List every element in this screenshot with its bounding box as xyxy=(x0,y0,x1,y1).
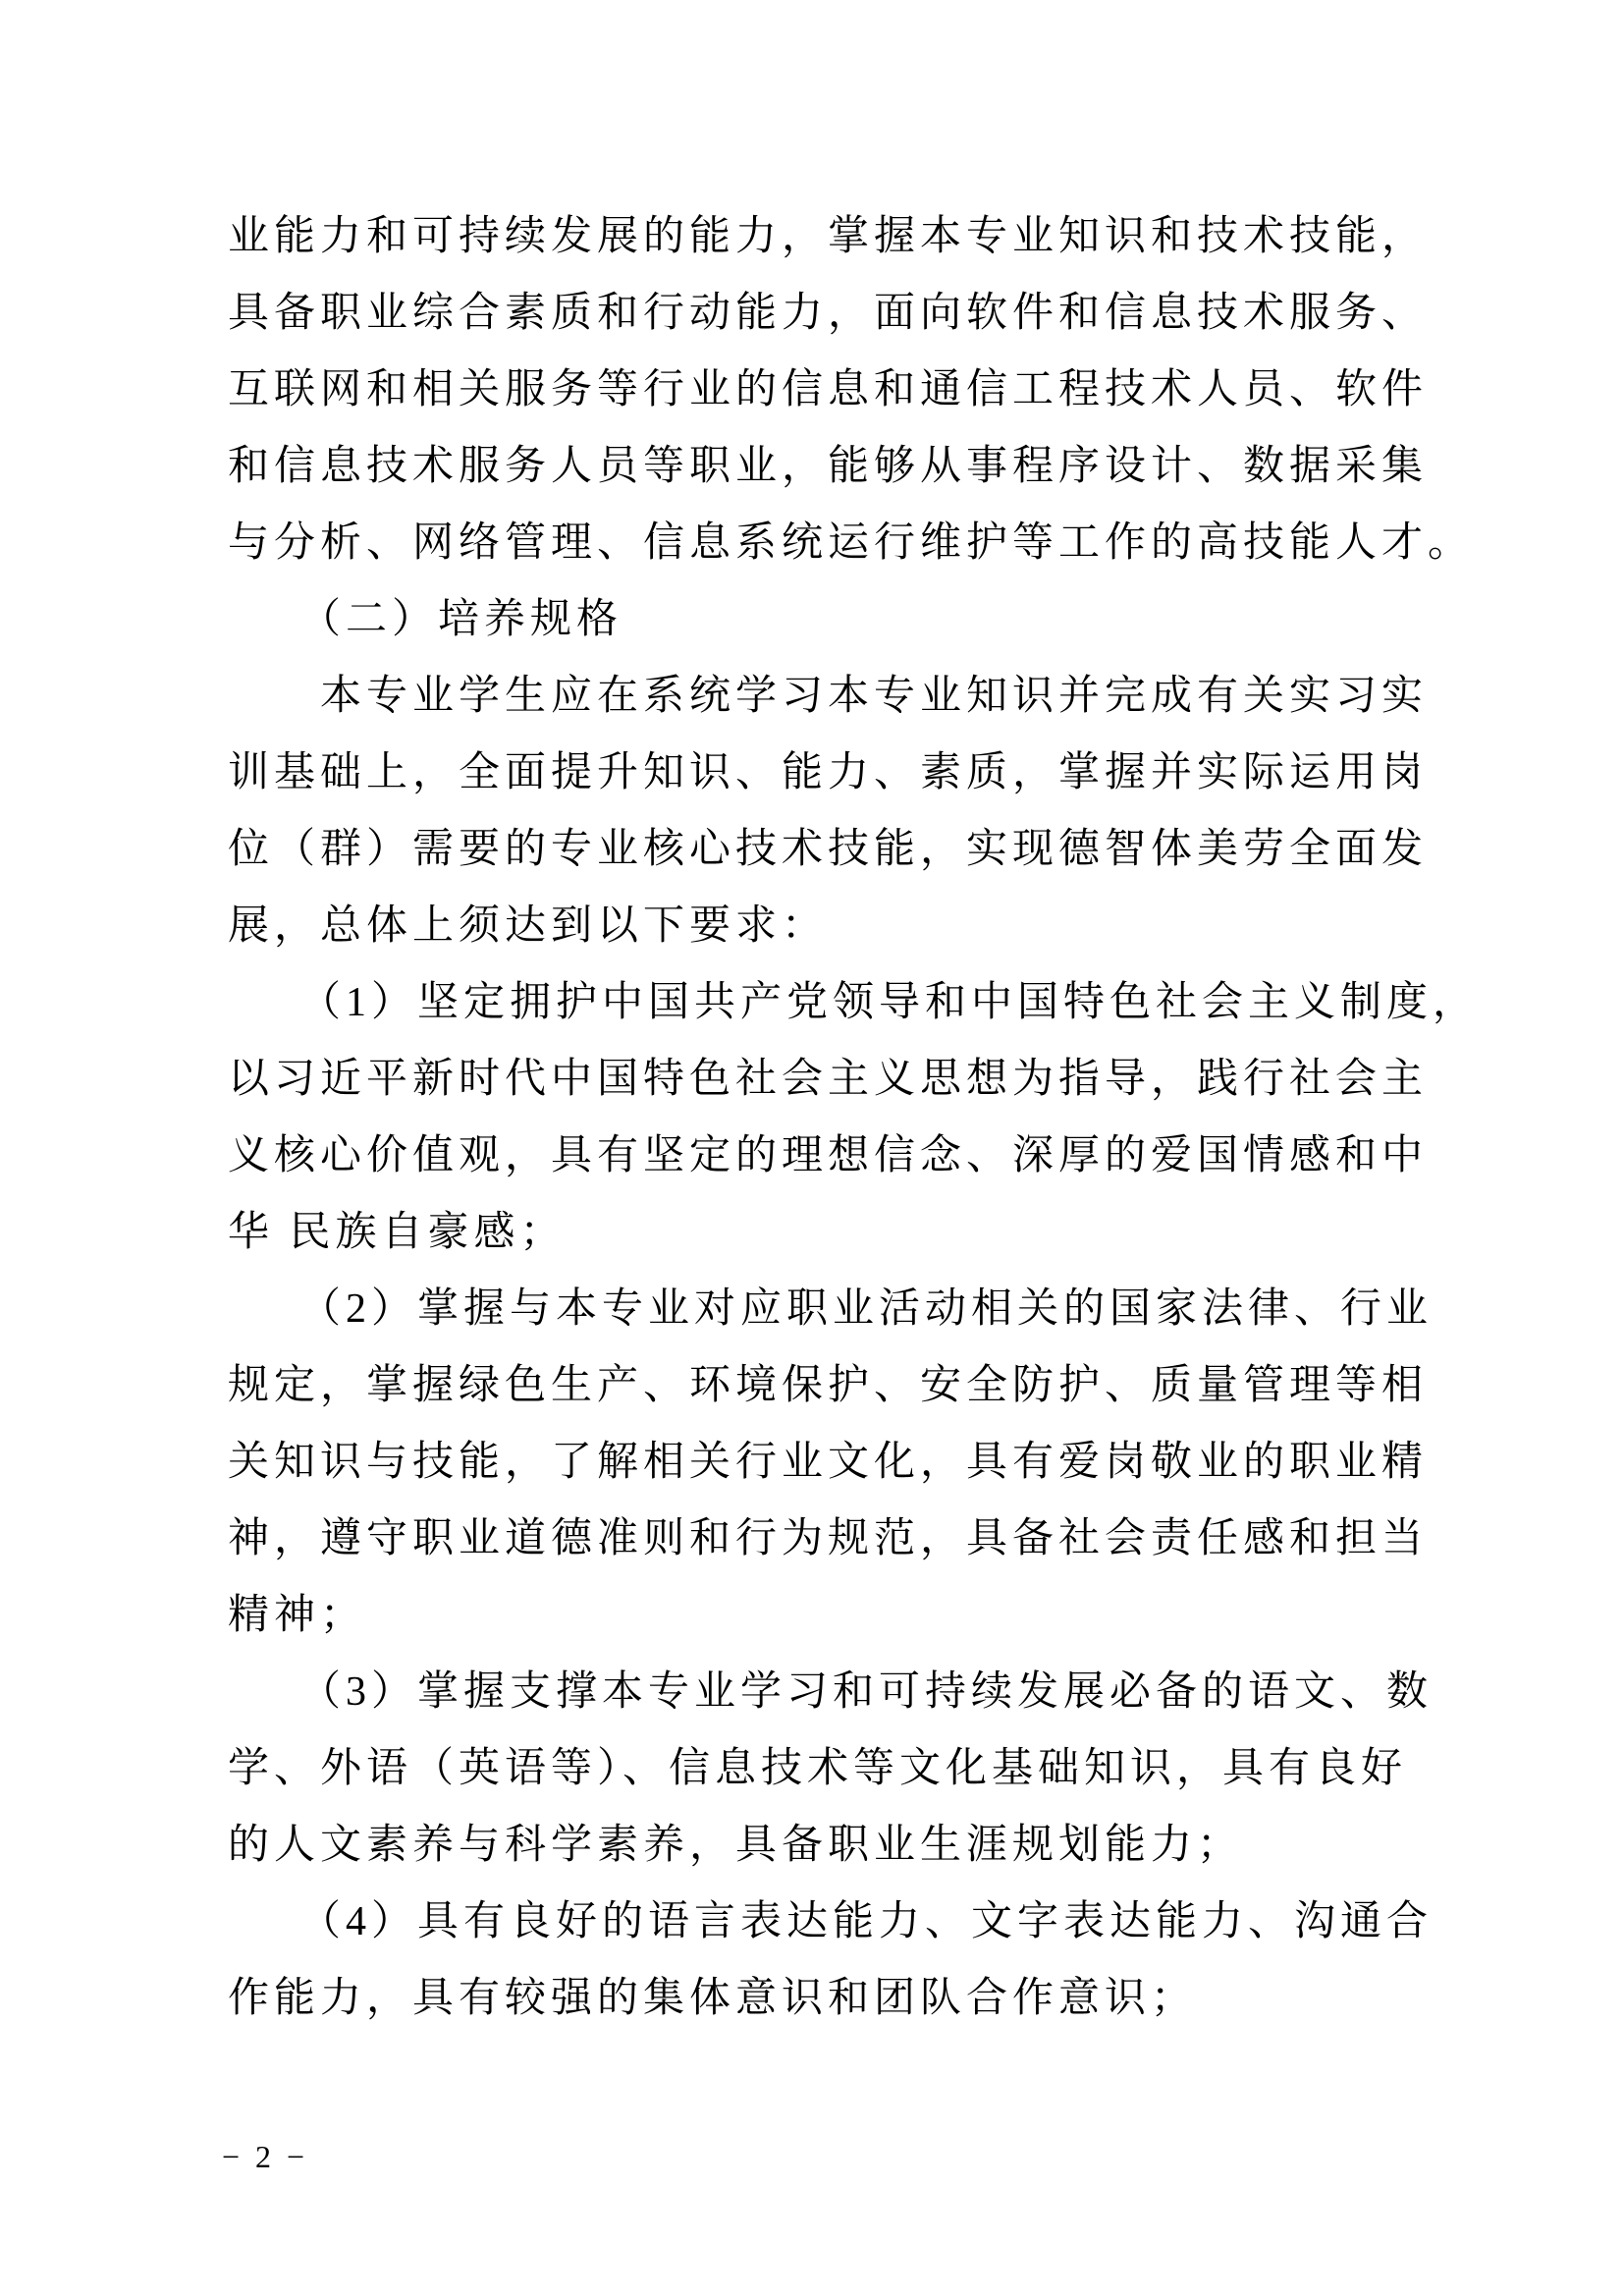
body-text xyxy=(228,198,1534,2037)
text-line: 具备职业综合素质和行动能力，面向软件和信息技术服务、 xyxy=(228,291,1429,336)
text-line: 学、外语（英语等）、信息技术等文化基础知识，具有良好 xyxy=(228,1746,1408,1791)
text-line: （3）掌握支撑本专业学习和可持续发展必备的语文、数 xyxy=(228,1669,1434,1715)
text-line: 规定，掌握绿色生产、环境保护、安全防护、质量管理等相 xyxy=(228,1363,1429,1408)
text-line: 的人文素养与科学素养，具备职业生涯规划能力； xyxy=(228,1823,1244,1868)
text-line: （二）培养规格 xyxy=(228,597,623,642)
page-number: − 2 − xyxy=(222,2139,309,2174)
text-line: （4）具有良好的语言表达能力、文字表达能力、沟通合 xyxy=(228,1899,1434,1944)
text-line: 精神； xyxy=(228,1593,367,1638)
text-line: 义核心价值观，具有坚定的理想信念、深厚的爱国情感和中 xyxy=(228,1133,1429,1178)
text-line: 本专业学生应在系统学习本专业知识并完成有关实习实 xyxy=(228,674,1429,719)
text-line: 训基础上，全面提升知识、能力、素质，掌握并实际运用岗 xyxy=(228,750,1429,795)
text-line: （1）坚定拥护中国共产党领导和中国特色社会主义制度， xyxy=(228,980,1480,1025)
text-line: 与分析、网络管理、信息系统运行维护等工作的高技能人才。 xyxy=(228,520,1475,566)
text-line: 位（群）需要的专业核心技术技能，实现德智体美劳全面发 xyxy=(228,827,1429,872)
text-line: 关知识与技能，了解相关行业文化，具有爱岗敬业的职业精 xyxy=(228,1440,1429,1485)
text-line: （2）掌握与本专业对应职业活动相关的国家法律、行业 xyxy=(228,1286,1434,1332)
text-line: 展，总体上须达到以下要求： xyxy=(228,903,829,949)
text-line: 互联网和相关服务等行业的信息和通信工程技术人员、软件 xyxy=(228,367,1429,412)
text-line: 华 民族自豪感； xyxy=(228,1210,567,1255)
text-line: 作能力，具有较强的集体意识和团队合作意识； xyxy=(228,1976,1198,2021)
text-line: 和信息技术服务人员等职业，能够从事程序设计、数据采集 xyxy=(228,444,1429,489)
text-line: 神，遵守职业道德准则和行为规范，具备社会责任感和担当 xyxy=(228,1516,1429,1561)
text-line: 以习近平新时代中国特色社会主义思想为指导，践行社会主 xyxy=(228,1057,1429,1102)
text-line: 业能力和可持续发展的能力，掌握本专业知识和技术技能， xyxy=(228,214,1429,259)
